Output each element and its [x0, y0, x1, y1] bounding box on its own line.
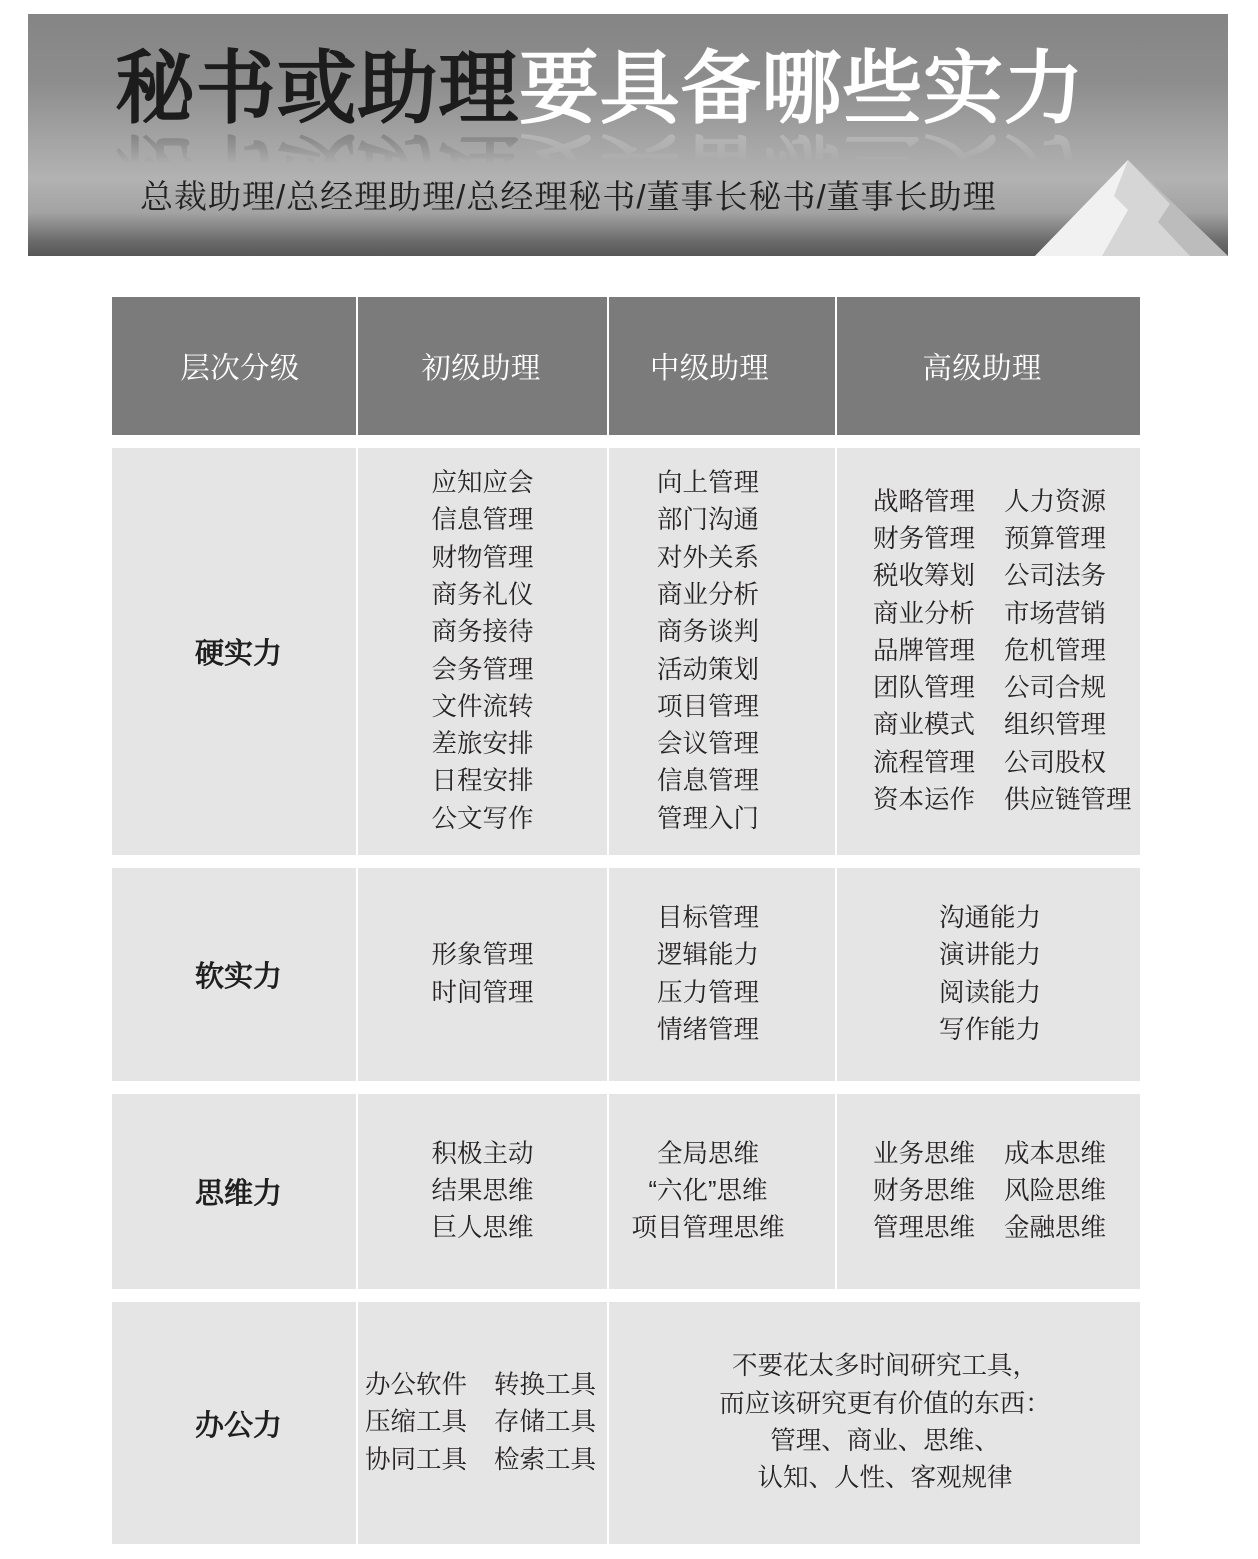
page-subtitle: 总裁助理/总经理助理/总经理秘书/董事长秘书/董事长助理 — [140, 178, 997, 215]
list-item: 会议管理 — [656, 730, 759, 759]
list-item: 沟通能力 — [938, 903, 1041, 932]
page-title — [115, 44, 1085, 133]
page-title-light-part: 要具备哪些实力 — [519, 44, 1085, 133]
header-senior-assistant: 高级助理 — [837, 297, 1140, 435]
list-item: 管理思维 — [873, 1214, 976, 1243]
list-item: 协同工具 — [365, 1445, 468, 1474]
list-item: 会务管理 — [431, 655, 534, 684]
list-item: 商务谈判 — [656, 618, 759, 647]
list-item: 结果思维 — [431, 1176, 534, 1205]
header-junior-assistant: 初级助理 — [358, 297, 607, 435]
list-item: 日程安排 — [431, 767, 534, 796]
list-item: 风险思维 — [1004, 1176, 1107, 1205]
middle-cell — [609, 448, 835, 855]
row-label: 思维力 — [112, 1094, 356, 1289]
senior-cell — [837, 868, 1140, 1081]
list-item: 公司法务 — [1004, 562, 1107, 591]
list-item: 信息管理 — [656, 767, 759, 796]
list-item: 金融思维 — [1004, 1214, 1107, 1243]
junior-cell — [358, 1302, 607, 1544]
table-header-row — [112, 297, 1140, 435]
list-item: 预算管理 — [1004, 524, 1107, 553]
junior-cell — [358, 1094, 607, 1289]
list-item: 财物管理 — [431, 543, 534, 572]
list-item: 对外关系 — [656, 543, 759, 572]
list-item: 流程管理 — [873, 748, 976, 777]
list-item: 人力资源 — [1004, 487, 1107, 516]
list-item: 压缩工具 — [365, 1408, 468, 1437]
list-item: 项目管理 — [656, 692, 759, 721]
senior-list — [939, 900, 1041, 1049]
list-item: 情绪管理 — [656, 1015, 759, 1044]
list-item: 应知应会 — [431, 469, 534, 498]
list-item: 巨人思维 — [431, 1214, 534, 1243]
list-item: 压力管理 — [656, 978, 759, 1007]
list-item: 时间管理 — [431, 978, 534, 1007]
advice-line: 认知、人性、客观规律 — [757, 1464, 1013, 1493]
list-item: “六化”思维 — [648, 1176, 768, 1205]
list-item: 商业模式 — [873, 711, 976, 740]
senior-list — [873, 1136, 1106, 1248]
list-item: 组织管理 — [1004, 711, 1107, 740]
list-item: 项目管理思维 — [631, 1214, 785, 1243]
middle-list — [631, 1136, 784, 1248]
senior-list — [873, 484, 1132, 820]
list-item: 商业分析 — [656, 580, 759, 609]
junior-list — [431, 937, 533, 1012]
list-item: 品牌管理 — [873, 636, 976, 665]
senior-cell — [837, 1094, 1140, 1289]
list-item: 文件流转 — [431, 692, 534, 721]
advice-line: 不要花太多时间研究工具， — [731, 1352, 1038, 1381]
list-item: 危机管理 — [1004, 636, 1107, 665]
list-item: 演讲能力 — [938, 941, 1041, 970]
list-item: 公文写作 — [431, 804, 534, 833]
advice-text — [719, 1348, 1051, 1497]
advice-line: 管理、商业、思维、 — [770, 1427, 1000, 1455]
list-item: 办公软件 — [365, 1371, 468, 1400]
list-item: 部门沟通 — [656, 506, 759, 535]
table-row-office-skills — [112, 1302, 1140, 1544]
list-item: 资本运作 — [873, 786, 976, 815]
header-level-column: 层次分级 — [112, 297, 356, 435]
list-item: 团队管理 — [873, 674, 976, 703]
list-item: 成本思维 — [1004, 1139, 1107, 1168]
page-title-dark-part: 秘书或助理 — [115, 44, 519, 133]
junior-list — [365, 1367, 596, 1479]
advice-line: 而应该研究更有价值的东西： — [719, 1389, 1051, 1418]
list-item: 活动策划 — [656, 655, 759, 684]
list-item: 市场营销 — [1004, 599, 1107, 628]
header-middle-assistant: 中级助理 — [609, 297, 835, 435]
list-item: 阅读能力 — [938, 978, 1041, 1007]
list-item: 转换工具 — [494, 1371, 597, 1400]
list-item: 财务思维 — [873, 1176, 976, 1205]
list-item: 商务接待 — [431, 618, 534, 647]
middle-list — [657, 900, 759, 1049]
mountain-icon — [1018, 144, 1228, 256]
middle-list — [657, 465, 759, 838]
table-row-thinking-skills — [112, 1094, 1140, 1289]
list-item: 业务思维 — [873, 1139, 976, 1168]
list-item: 写作能力 — [938, 1015, 1041, 1044]
list-item: 管理入门 — [656, 804, 759, 833]
list-item: 财务管理 — [873, 524, 976, 553]
list-item: 目标管理 — [656, 903, 759, 932]
list-item: 公司合规 — [1004, 674, 1107, 703]
table-row-hard-skills — [112, 448, 1140, 855]
middle-senior-merged-cell — [609, 1302, 1140, 1544]
list-item: 全局思维 — [656, 1139, 759, 1168]
list-item: 差旅安排 — [431, 730, 534, 759]
list-item: 检索工具 — [494, 1445, 597, 1474]
row-label: 软实力 — [112, 868, 356, 1081]
table-row-soft-skills — [112, 868, 1140, 1081]
junior-list — [431, 1136, 533, 1248]
list-item: 商业分析 — [873, 599, 976, 628]
title-banner — [28, 14, 1228, 256]
list-item: 积极主动 — [431, 1139, 534, 1168]
junior-cell — [358, 448, 607, 855]
list-item: 存储工具 — [494, 1408, 597, 1437]
list-item: 向上管理 — [656, 469, 759, 498]
senior-cell — [837, 448, 1140, 855]
row-label: 硬实力 — [112, 448, 356, 855]
list-item: 信息管理 — [431, 506, 534, 535]
junior-list — [431, 465, 533, 838]
middle-cell — [609, 1094, 835, 1289]
list-item: 公司股权 — [1004, 748, 1107, 777]
list-item: 税收筹划 — [873, 562, 976, 591]
list-item: 供应链管理 — [1004, 786, 1132, 815]
list-item: 战略管理 — [873, 487, 976, 516]
junior-cell — [358, 868, 607, 1081]
list-item: 逻辑能力 — [656, 941, 759, 970]
list-item: 商务礼仪 — [431, 580, 534, 609]
middle-cell — [609, 868, 835, 1081]
list-item: 形象管理 — [431, 941, 534, 970]
row-label: 办公力 — [112, 1302, 356, 1544]
